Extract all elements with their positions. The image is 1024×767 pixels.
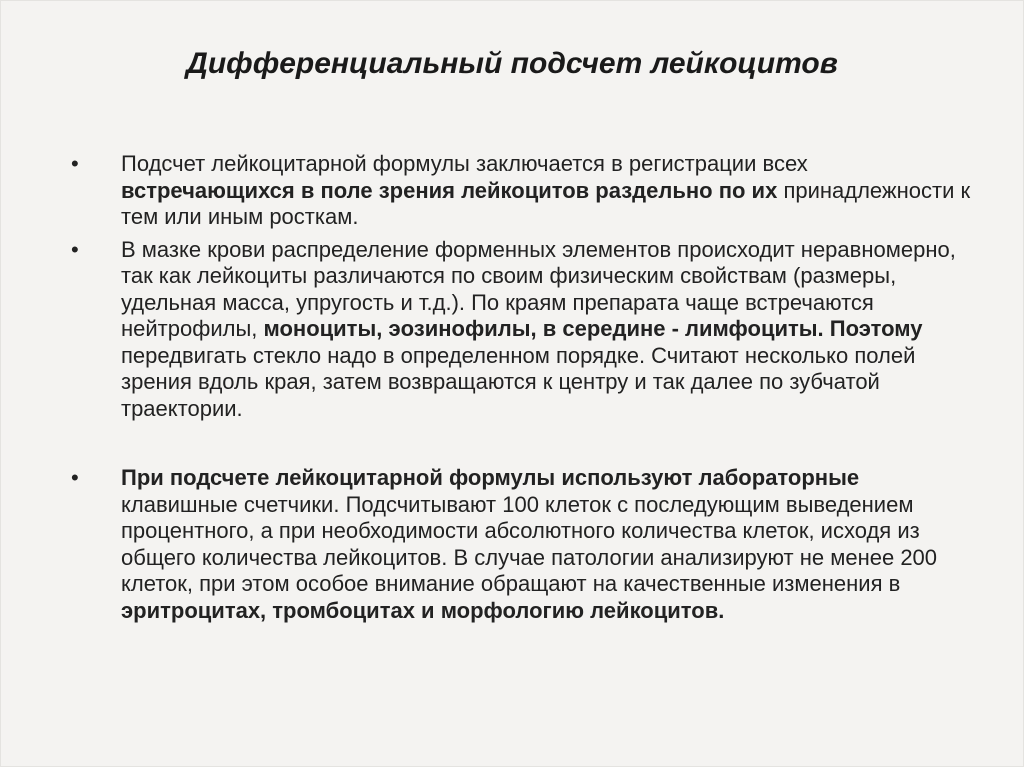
bullet-list: [71, 151, 971, 624]
bullet-text-regular: клавишные счетчики. Подсчитывают 100 клеток с последующим выведением процентного, а при необходимости абсолютного количества клеток, исходя из общего количества лейкоцитов. В случае патологии анализируют не менее 200 клеток, при этом особое внимание обращают на качественные изменения в: [121, 491, 938, 596]
bullet-text-bold: При подсчете лейкоцитарной формулы используют лабораторные: [121, 465, 860, 490]
bullet-text-regular: принадлежности к тем или иным росткам.: [121, 177, 971, 229]
bullet-dot-icon: •: [71, 236, 79, 262]
slide-title: Дифференциальный подсчет лейкоцитов: [186, 47, 838, 80]
bullet-dot-icon: •: [71, 151, 79, 176]
bullet-text-regular: передвигать стекло надо в определенном порядке. Считают несколько полей зрения вдоль края, затем возвращаются к центру и так далее по зубчатой траектории.: [121, 342, 916, 421]
bullet-text-regular: В мазке крови распределение форменных элементов происходит неравномерно, так как лейкоциты различаются по своим физическим свойствам (размеры, удельная масса, упругость и т.д.). По краям препарата чаще встречаются нейтрофилы,: [121, 236, 956, 341]
bullet-text-bold: встречающихся в поле зрения лейкоцитов раздельно по их: [121, 177, 778, 203]
bullet-item: [71, 465, 971, 624]
bullet-text-bold: моноциты, эозинофилы, в середине - лимфоциты. Поэтому: [263, 316, 923, 341]
bullet-text-bold: эритроцитах, тромбоцитах и морфологию лейкоцитов.: [121, 597, 725, 623]
bullet-dot-icon: •: [71, 465, 79, 490]
bullet-item: [71, 237, 971, 423]
bullet-item: [71, 151, 971, 231]
bullet-text-regular: Подсчет лейкоцитарной формулы заключается в регистрации всех: [121, 151, 808, 176]
